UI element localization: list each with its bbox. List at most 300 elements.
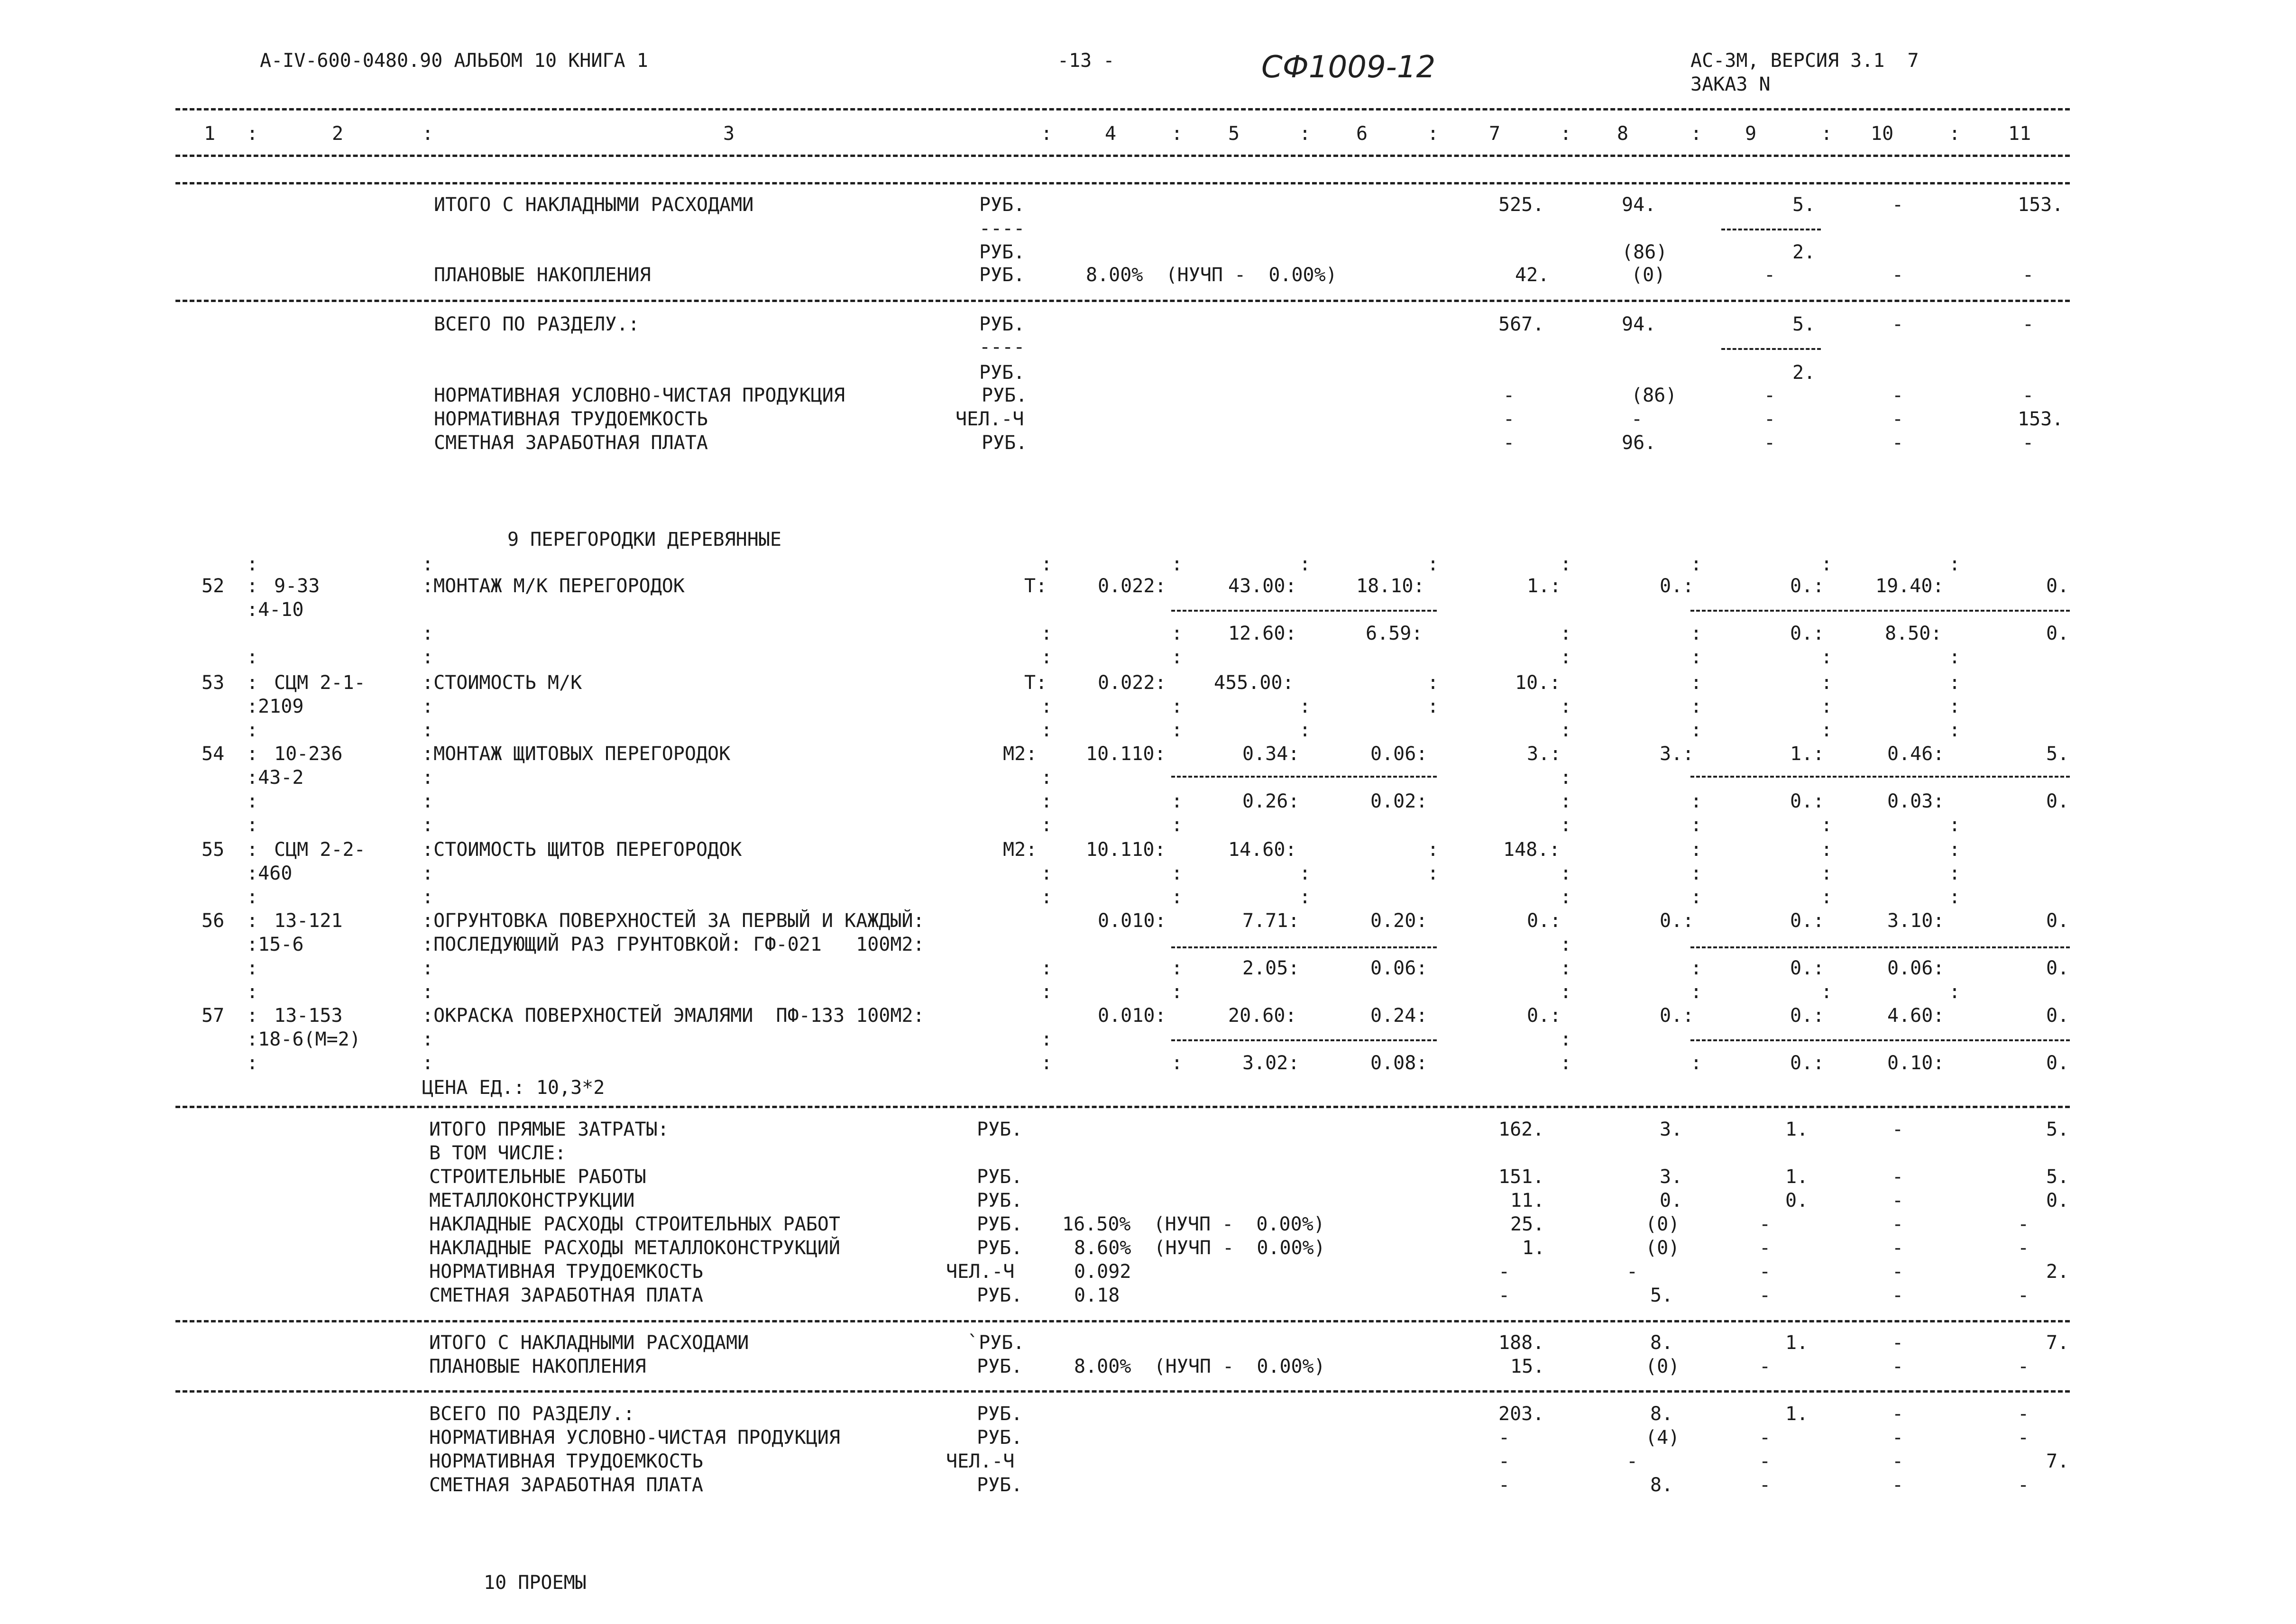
sep-col: : <box>1171 981 1183 1003</box>
sep-col: : <box>1427 672 1439 694</box>
col-num: 10 <box>1871 123 1894 145</box>
sub-c9: 0.: <box>1790 957 1825 979</box>
row-unit: РУБ. <box>977 1213 1023 1235</box>
val-c10: 4.60: <box>1887 1005 1945 1027</box>
val-c11: - <box>2018 1285 2030 1306</box>
sub-c5: 0.26: <box>1242 790 1300 812</box>
val-c8: (0) <box>1645 1213 1680 1235</box>
val-c7: - <box>1498 1450 1510 1472</box>
sep-col: : <box>1821 696 1833 717</box>
sub-c10: 0.06: <box>1887 957 1945 979</box>
sep-col: : <box>1560 623 1572 644</box>
col-num: 1 <box>204 123 216 145</box>
row-rate: 8.00% (НУЧП - 0.00%) <box>1086 264 1337 286</box>
sep-col: : <box>422 886 434 908</box>
sep-col: : <box>1041 767 1053 789</box>
val-c7: 162. <box>1498 1119 1544 1140</box>
row-label: ПЛАНОВЫЕ НАКОПЛЕНИЯ <box>434 264 651 286</box>
col-num: 8 <box>1617 123 1629 145</box>
item-number: 55 <box>202 839 225 861</box>
sub-rule <box>1171 946 1437 948</box>
sep-col: : <box>1299 719 1311 741</box>
val-c6: 18.10: <box>1356 575 1425 597</box>
sep-col: : <box>1171 790 1183 812</box>
val-c8: 3. <box>1660 1166 1683 1188</box>
val-c8: - <box>1626 1450 1638 1472</box>
sep-col: : <box>1560 1052 1572 1074</box>
sep-col: : <box>1949 886 1961 908</box>
val-c9: - <box>1759 1213 1771 1235</box>
val-c5: 455.00: <box>1214 672 1294 694</box>
item-name: :МОНТАЖ ЩИТОВЫХ ПЕРЕГОРОДОК <box>422 743 731 765</box>
sep-col: : <box>1560 646 1572 668</box>
sep-col: : <box>1299 553 1311 575</box>
sep-col: : <box>1041 646 1053 668</box>
val-c7: 0.: <box>1527 910 1561 932</box>
col-sep: : <box>1299 123 1311 145</box>
sep-col: : <box>1041 886 1053 908</box>
row-label: ИТОГО С НАКЛАДНЫМИ РАСХОДАМИ <box>429 1332 749 1354</box>
sep: : <box>247 575 258 597</box>
col-num: 3 <box>723 123 735 145</box>
col-sep: : <box>1821 123 1833 145</box>
col-sep: : <box>1427 123 1439 145</box>
extra-c9: 2. <box>1792 362 1816 384</box>
val-c8: 96. <box>1622 432 1656 454</box>
item-code2: :460 <box>247 862 293 884</box>
item-code2: :4-10 <box>247 599 304 621</box>
item-name: :СТОИМОСТЬ ЩИТОВ ПЕРЕГОРОДОК <box>422 839 742 861</box>
sep-col: : <box>1690 646 1702 668</box>
sep-col: : <box>422 862 434 884</box>
val-c8: - <box>1626 1261 1638 1283</box>
row-unit: РУБ. <box>977 1356 1023 1377</box>
sep-col: : <box>1041 981 1053 1003</box>
row-unit: РУБ. <box>977 1474 1023 1496</box>
row-label: НАКЛАДНЫЕ РАСХОДЫ СТРОИТЕЛЬНЫХ РАБОТ <box>429 1213 840 1235</box>
sub-rule <box>1171 776 1437 778</box>
val-c9: - <box>1764 264 1776 286</box>
row-unit: РУБ. <box>982 432 1028 454</box>
sep-col: : <box>1560 886 1572 908</box>
row-rate: 0.18 <box>1074 1285 1120 1306</box>
val-c7: 10.: <box>1515 672 1561 694</box>
val-c7: 0.: <box>1527 1005 1561 1027</box>
sep-col: : <box>1560 696 1572 717</box>
sep-col: : <box>1560 814 1572 836</box>
sep-col: : <box>1821 981 1833 1003</box>
sep-col: : <box>1427 553 1439 575</box>
sep-col: : <box>422 981 434 1003</box>
item-name: :МОНТАЖ М/К ПЕРЕГОРОДОК <box>422 575 685 597</box>
sep-col: : <box>1171 696 1183 717</box>
sep-col: : <box>422 623 434 644</box>
sep-col: : <box>1949 553 1961 575</box>
sub-c11: 0. <box>2046 790 2069 812</box>
row-label: ИТОГО ПРЯМЫЕ ЗАТРАТЫ: <box>429 1119 669 1140</box>
sub-c5: 12.60: <box>1228 623 1297 644</box>
sub-c9: 0.: <box>1790 790 1825 812</box>
sub-rule <box>1690 946 2070 948</box>
col-sep: : <box>1690 123 1702 145</box>
short-rule <box>1721 348 1821 350</box>
sep-col: : <box>1560 862 1572 884</box>
item-code2: :15-6 <box>247 934 304 955</box>
doc-code: А-IV-600-0480.90 АЛЬБОМ 10 КНИГА 1 <box>260 50 648 72</box>
val-c8: 5. <box>1650 1285 1673 1306</box>
val-c11: 7. <box>2046 1332 2069 1354</box>
val-c8: 94. <box>1622 313 1656 335</box>
sub-c5: 3.02: <box>1242 1052 1300 1074</box>
sub-c6: 0.02: <box>1370 790 1428 812</box>
item-code: 10-236 <box>274 743 343 765</box>
sep-col: : <box>1690 862 1702 884</box>
val-c5: 0.34: <box>1242 743 1300 765</box>
sep-col: : <box>1949 981 1961 1003</box>
sub-rule <box>1690 776 2070 778</box>
val-c11: 153. <box>2018 408 2064 430</box>
val-c11: 5. <box>2046 1119 2069 1140</box>
val-c8: (0) <box>1631 264 1666 286</box>
val-c8: 0. <box>1660 1190 1683 1211</box>
item-number: 54 <box>202 743 225 765</box>
row-unit: ЧЕЛ.-Ч <box>946 1450 1015 1472</box>
col-sep: : <box>1949 123 1961 145</box>
val-c10: - <box>1892 1403 1904 1425</box>
sep-col: : <box>247 646 258 668</box>
sep-col: : <box>1949 672 1961 694</box>
col-sep: : <box>1171 123 1183 145</box>
val-c11: - <box>2018 1427 2030 1449</box>
item-code: СЦМ 2-2- <box>274 839 366 861</box>
val-c7: - <box>1498 1261 1510 1283</box>
val-c9: 0.: <box>1790 575 1825 597</box>
section-title: 9 ПЕРЕГОРОДКИ ДЕРЕВЯННЫЕ <box>507 529 781 551</box>
col-num: 2 <box>332 123 344 145</box>
row-unit: ЧЕЛ.-Ч <box>955 408 1024 430</box>
val-c10: - <box>1892 432 1904 454</box>
sep-col: : <box>1041 1028 1053 1050</box>
val-c7: 567. <box>1498 313 1544 335</box>
val-c7: 11. <box>1510 1190 1545 1211</box>
val-c7: 1.: <box>1527 575 1561 597</box>
val-c8: 94. <box>1622 194 1656 216</box>
sep-col: : <box>1427 862 1439 884</box>
val-c10: - <box>1892 1427 1904 1449</box>
rule-before-final <box>175 1390 2070 1393</box>
val-c9: 1. <box>1785 1166 1809 1188</box>
row-unit: РУБ. <box>977 1190 1023 1211</box>
val-c6: 0.20: <box>1370 910 1428 932</box>
val-c8: (0) <box>1645 1356 1680 1377</box>
val-c5: 7.71: <box>1242 910 1300 932</box>
val-c10: - <box>1892 1261 1904 1283</box>
item-code: 13-153 <box>274 1005 343 1027</box>
val-c10: - <box>1892 1332 1904 1354</box>
sep-col: : <box>1560 767 1572 789</box>
sep-col: : <box>1427 839 1439 861</box>
program-version: АС-ЗМ, ВЕРСИЯ 3.1 7 <box>1690 50 1919 72</box>
val-c7: - <box>1498 1474 1510 1496</box>
val-c9: 0.: <box>1790 1005 1825 1027</box>
val-c8: - <box>1631 408 1643 430</box>
val-c9: - <box>1759 1474 1771 1496</box>
rule-top <box>175 108 2070 110</box>
row-unit: РУБ. <box>977 1285 1023 1306</box>
sep-col: : <box>1690 790 1702 812</box>
row-label: НАКЛАДНЫЕ РАСХОДЫ МЕТАЛЛОКОНСТРУКЦИЙ <box>429 1237 840 1259</box>
row-label: НОРМАТИВНАЯ ТРУДОЕМКОСТЬ <box>434 408 708 430</box>
val-c10: 0.46: <box>1887 743 1945 765</box>
row-label: СМЕТНАЯ ЗАРАБОТНАЯ ПЛАТА <box>434 432 708 454</box>
row-unit: РУБ. <box>977 1237 1023 1259</box>
sep-col: : <box>1171 719 1183 741</box>
item-number: 53 <box>202 672 225 694</box>
order-number: ЗАКАЗ N <box>1690 73 1771 95</box>
row-label: ИТОГО С НАКЛАДНЫМИ РАСХОДАМИ <box>434 194 754 216</box>
val-c11: - <box>2018 1474 2030 1496</box>
sub-rule <box>1171 610 1437 612</box>
sep-col: : <box>1949 814 1961 836</box>
row-label: СТРОИТЕЛЬНЫЕ РАБОТЫ <box>429 1166 646 1188</box>
sep-col: : <box>1821 672 1833 694</box>
sep-col: : <box>1690 719 1702 741</box>
item-number: 57 <box>202 1005 225 1027</box>
row-unit: РУБ. <box>977 1403 1023 1425</box>
val-c5: 43.00: <box>1228 575 1297 597</box>
val-c8: 8. <box>1650 1403 1673 1425</box>
val-c11: 5. <box>2046 1166 2069 1188</box>
item-unit: М2: <box>1003 839 1038 861</box>
val-c11: 0. <box>2046 575 2069 597</box>
item-name: :СТОИМОСТЬ М/К <box>422 672 582 694</box>
val-c7: - <box>1503 385 1515 406</box>
sep-col: : <box>1560 719 1572 741</box>
val-c11: 0. <box>2046 1005 2069 1027</box>
val-c10: - <box>1892 1450 1904 1472</box>
row-unit: `РУБ. <box>967 1332 1025 1354</box>
sep: : <box>247 1005 258 1027</box>
sep-col: : <box>1690 623 1702 644</box>
sub-c9: 0.: <box>1790 1052 1825 1074</box>
rule-before-prev <box>175 182 2070 184</box>
col-num: 6 <box>1356 123 1368 145</box>
rule-after-colnums <box>175 155 2070 157</box>
val-c7: - <box>1503 408 1515 430</box>
val-c9: - <box>1759 1261 1771 1283</box>
val-c11: 7. <box>2046 1450 2069 1472</box>
sep-col: : <box>1041 862 1053 884</box>
col-sep: : <box>1041 123 1053 145</box>
val-c9: - <box>1764 385 1776 406</box>
val-c11: 0. <box>2046 1190 2069 1211</box>
val-c9: - <box>1759 1237 1771 1259</box>
sub-c5: 2.05: <box>1242 957 1300 979</box>
val-c7: 15. <box>1510 1356 1545 1377</box>
sep-col: : <box>247 1052 258 1074</box>
item-unit: Т: <box>1024 575 1047 597</box>
extra-c9: 2. <box>1792 241 1816 263</box>
col-num: 4 <box>1105 123 1117 145</box>
sep-col: : <box>1560 790 1572 812</box>
row-unit: ЧЕЛ.-Ч <box>946 1261 1015 1283</box>
val-c9: 0. <box>1785 1190 1809 1211</box>
val-c5: 14.60: <box>1228 839 1297 861</box>
sep-col: : <box>422 553 434 575</box>
sep: : <box>247 672 258 694</box>
row-label: НОРМАТИВНАЯ ТРУДОЕМКОСТЬ <box>429 1261 703 1283</box>
row-unit: РУБ. <box>977 1427 1023 1449</box>
sep-col: : <box>1171 553 1183 575</box>
row-label: ВСЕГО ПО РАЗДЕЛУ.: <box>434 313 640 335</box>
col-num: 9 <box>1745 123 1757 145</box>
sep-col: : <box>1821 553 1833 575</box>
val-c4: 0.010: <box>1098 910 1166 932</box>
col-sep: : <box>247 123 258 145</box>
val-c7: 148.: <box>1503 839 1561 861</box>
unit-dashes: ---- <box>979 218 1025 239</box>
row-rate: 0.092 <box>1074 1261 1131 1283</box>
sep-col: : <box>1821 719 1833 741</box>
sep-col: : <box>1821 814 1833 836</box>
sep-col: : <box>1171 886 1183 908</box>
sep-col: : <box>247 790 258 812</box>
sub-c9: 0.: <box>1790 623 1825 644</box>
sub-c11: 0. <box>2046 957 2069 979</box>
sep-col: : <box>1560 981 1572 1003</box>
row-rate: 8.60% (НУЧП - 0.00%) <box>1074 1237 1325 1259</box>
sep-col: : <box>422 790 434 812</box>
row-label: СМЕТНАЯ ЗАРАБОТНАЯ ПЛАТА <box>429 1474 703 1496</box>
val-c10: 3.10: <box>1887 910 1945 932</box>
sep-col: : <box>422 814 434 836</box>
sep-col: : <box>1041 623 1053 644</box>
val-c7: 3.: <box>1527 743 1561 765</box>
val-c7: - <box>1498 1285 1510 1306</box>
val-c9: 1.: <box>1790 743 1825 765</box>
sub-c6: 0.06: <box>1370 957 1428 979</box>
sep-col: : <box>1949 719 1961 741</box>
item-name: :ОКРАСКА ПОВЕРХНОСТЕЙ ЭМАЛЯМИ ПФ-133 100М2: <box>422 1005 925 1027</box>
item-code2: :18-6(М=2) <box>247 1028 361 1050</box>
item-code2: :2109 <box>247 696 304 717</box>
val-c10: - <box>1892 1190 1904 1211</box>
row-unit: РУБ. <box>982 385 1028 406</box>
sep-col: : <box>1690 839 1702 861</box>
sep-col: : <box>1690 814 1702 836</box>
sep-col: : <box>1949 862 1961 884</box>
val-c7: 25. <box>1510 1213 1545 1235</box>
sep-col: : <box>1299 886 1311 908</box>
val-c11: - <box>2022 385 2034 406</box>
sep-col: : <box>1690 553 1702 575</box>
col-sep: : <box>1560 123 1572 145</box>
sep-col: : <box>1299 862 1311 884</box>
row-unit: РУБ. <box>977 1119 1023 1140</box>
val-c10: - <box>1892 313 1904 335</box>
sep-col: : <box>1690 1052 1702 1074</box>
sep-col: : <box>1560 934 1572 955</box>
sep: : <box>247 839 258 861</box>
item-name2: :ПОСЛЕДУЮЩИЙ РАЗ ГРУНТОВКОЙ: ГФ-021 100М2: <box>422 934 925 955</box>
val-c7: 151. <box>1498 1166 1544 1188</box>
val-c9: 0.: <box>1790 910 1825 932</box>
row-label: МЕТАЛЛОКОНСТРУКЦИИ <box>429 1190 635 1211</box>
row-unit: РУБ. <box>979 264 1025 286</box>
val-c11: 5. <box>2046 743 2069 765</box>
extra-c8: (86) <box>1622 241 1668 263</box>
sep-col: : <box>422 646 434 668</box>
row-unit: РУБ. <box>979 313 1025 335</box>
col-sep: : <box>422 123 434 145</box>
val-c10: - <box>1892 408 1904 430</box>
val-c11: 2. <box>2046 1261 2069 1283</box>
item-code: 13-121 <box>274 910 343 932</box>
row-label: НОРМАТИВНАЯ УСЛОВНО-ЧИСТАЯ ПРОДУКЦИЯ <box>429 1427 840 1449</box>
sep-col: : <box>1041 719 1053 741</box>
sep-col: : <box>1949 839 1961 861</box>
col-num: 5 <box>1228 123 1240 145</box>
sub-rule <box>1690 1039 2070 1041</box>
sep-col: : <box>1041 790 1053 812</box>
val-c4: 0.022: <box>1098 575 1166 597</box>
sep-col: : <box>1171 957 1183 979</box>
val-c9: - <box>1759 1450 1771 1472</box>
sub-c11: 0. <box>2046 623 2069 644</box>
val-c8: 0.: <box>1660 575 1694 597</box>
item-unit: М2: <box>1003 743 1038 765</box>
sep-col: : <box>1821 839 1833 861</box>
val-c10: - <box>1892 264 1904 286</box>
val-c11: - <box>2018 1356 2030 1377</box>
sep-col: : <box>1949 696 1961 717</box>
row-label: НОРМАТИВНАЯ УСЛОВНО-ЧИСТАЯ ПРОДУКЦИЯ <box>434 385 845 406</box>
sep-col: : <box>1821 886 1833 908</box>
summary-subheading: В ТОМ ЧИСЛЕ: <box>429 1142 566 1164</box>
sep: : <box>247 910 258 932</box>
val-c10: - <box>1892 1166 1904 1188</box>
sep-col: : <box>1690 672 1702 694</box>
extra-unit: РУБ. <box>979 241 1025 263</box>
val-c8: 8. <box>1650 1474 1673 1496</box>
sep-col: : <box>1171 814 1183 836</box>
sep: : <box>247 743 258 765</box>
sep-col: : <box>247 886 258 908</box>
sep-col: : <box>1041 814 1053 836</box>
val-c11: - <box>2022 264 2034 286</box>
sep-col: : <box>247 981 258 1003</box>
sep-col: : <box>1949 646 1961 668</box>
sep-col: : <box>247 719 258 741</box>
val-c11: - <box>2018 1403 2030 1425</box>
item-number: 56 <box>202 910 225 932</box>
val-c10: - <box>1892 1285 1904 1306</box>
sep-col: : <box>422 1028 434 1050</box>
val-c9: 5. <box>1792 194 1816 216</box>
sub-c6: 0.08: <box>1370 1052 1428 1074</box>
val-c6: 0.06: <box>1370 743 1428 765</box>
val-c10: - <box>1892 1213 1904 1235</box>
val-c8: (4) <box>1645 1427 1680 1449</box>
val-c4: 10.110: <box>1086 839 1166 861</box>
sep-col: : <box>422 696 434 717</box>
sep-col: : <box>1041 553 1053 575</box>
val-c7: 1. <box>1522 1237 1545 1259</box>
sep-col: : <box>422 1052 434 1074</box>
sub-c6: 6.59: <box>1366 623 1423 644</box>
sep-col: : <box>247 814 258 836</box>
rule-before-overhead <box>175 1320 2070 1322</box>
